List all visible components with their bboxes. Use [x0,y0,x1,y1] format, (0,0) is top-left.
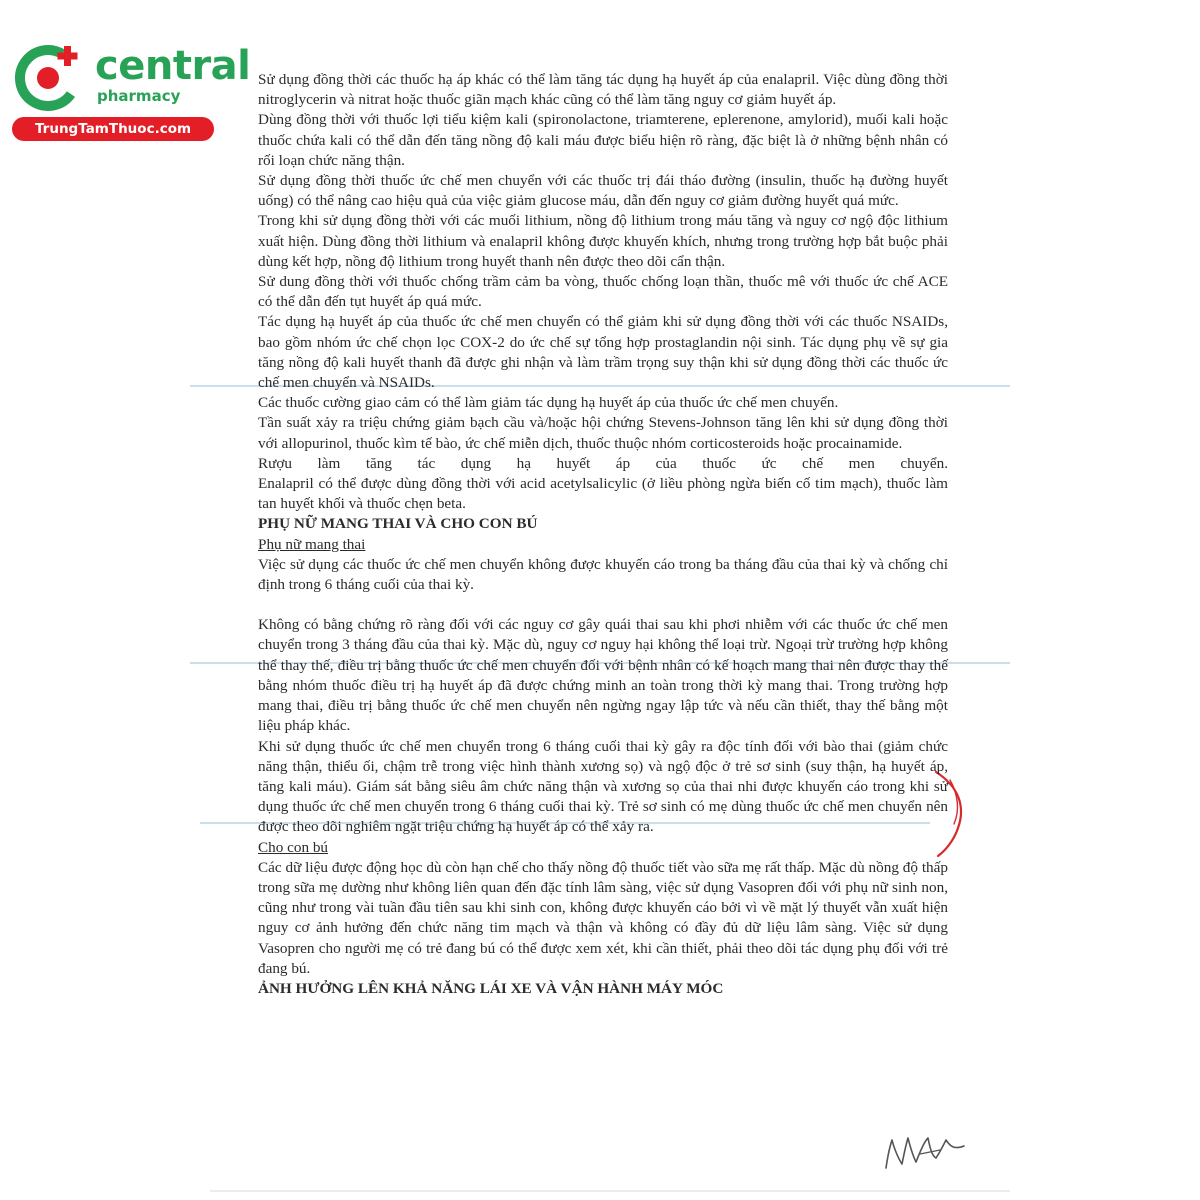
pharmacy-logo-icon [12,38,92,118]
paragraph-breastfeeding: Các dữ liệu được động học dù còn hạn chế cho thấy nồng độ thuốc tiết vào sữa mẹ rất thấp. Mặc dù nồng độ thấp trong sữa mẹ dường như không liên quan đến đặc tính lâm sàng, việc sử dụng Vasopren đối với phụ nữ sinh non, cũng như trong vài tuần đầu tiên sau khi sinh con, không được khuyến cáo bởi vì về mặt lý thuyết vẫn xuất hiện nguy cơ ảnh hưởng đến chức năng tim mạch và thận và không có đầy đủ dữ liệu lâm sàng. Việc sử dụng Vasopren cho người mẹ có trẻ đang bú có thể được xem xét, khi cần thiết, phải theo dõi tác dụng phụ đối với trẻ đang bú. [258,858,948,977]
paragraph-aspirin: Enalapril có thể được dùng đồng thời với acid acetylsalicylic (ở liều phòng ngừa biến cố tim mạch), thuốc làm tan huyết khối và thuốc chẹn beta. [258,475,948,513]
subheading-pregnant-women: Phụ nữ mang thai [258,535,366,553]
logo-brand-sub: pharmacy [97,87,181,105]
heading-pregnancy-breastfeeding: PHỤ NỮ MANG THAI VÀ CHO CON BÚ [258,515,538,533]
central-pharmacy-logo [8,34,251,144]
heading-driving-machinery: ẢNH HƯỞNG LÊN KHẢ NĂNG LÁI XE VÀ VẬN HÀNH MÁY MÓC [258,979,724,997]
document-body [258,70,948,999]
paragraph-nsaids: Tác dụng hạ huyết áp của thuốc ức chế men chuyển có thể giảm khi sử dụng đồng thời với các thuốc NSAIDs, bao gồm nhóm ức chế chọn lọc COX-2 do ức chế sự tổng hợp prostaglandin nội sinh. Tác dụng phụ về sự gia tăng nồng độ kali huyết thanh đã được ghi nhận và làm trầm trọng suy thận khi sử dụng đồng thời các thuốc ức chế men chuyển và NSAIDs. [258,313,948,392]
paragraph-stevens-johnson: Tần suất xảy ra triệu chứng giảm bạch cầu và/hoặc hội chứng Stevens-Johnson tăng lên khi sử dụng đồng thời với allopurinol, thuốc kìm tế bào, ức chế miễn dịch, thuốc thuộc nhóm corticosteroids hoặc procainamide. [258,414,948,452]
paragraph-antidiabetics: Sử dụng đồng thời thuốc ức chế men chuyển với các thuốc trị đái tháo đường (insulin, thuốc hạ đường huyết uống) có thể nâng cao hiệu quả của việc giảm glucose máu, dẫn đến nguy cơ giảm đường huyết quá mức. [258,172,948,210]
paragraph-lithium: Trong khi sử dụng đồng thời với các muối lithium, nồng độ lithium trong máu tăng và nguy cơ ngộ độc lithium xuất hiện. Dùng đồng thời lithium và enalapril không được khuyến khích, nhưng trong trường hợp bắt buộc phải dùng kết hợp, nồng độ lithium trong huyết thanh nên được theo dõi cẩn thận. [258,212,948,270]
paragraph-potassium-sparing: Dùng đồng thời với thuốc lợi tiểu kiệm kali (spironolactone, triamterene, eplerenone, amylorid), muối kali hoặc thuốc chứa kali có thể dẫn đến tăng nồng độ kali máu được biểu hiện rõ ràng, đặc biệt là ở những bệnh nhân có rối loạn chức năng thận. [258,111,948,169]
paragraph-pregnancy-1: Việc sử dụng các thuốc ức chế men chuyển không được khuyến cáo trong ba tháng đầu của thai kỳ và chống chỉ định trong 6 tháng cuối của thai kỳ. [258,555,948,594]
paragraph-antihypertensives: Sử dụng đồng thời các thuốc hạ áp khác có thể làm tăng tác dụng hạ huyết áp của enalapril. Việc dùng đồng thời nitroglycerin và nitrat hoặc thuốc giãn mạch khác cũng có thể làm tăng nguy cơ giảm huyết áp. [258,71,948,109]
logo-url-badge: TrungTamThuoc.com [12,117,214,141]
paragraph-gap [258,595,948,615]
paragraph-antidepressants: Sử dung đồng thời với thuốc chống trầm cảm ba vòng, thuốc chống loạn thần, thuốc mê với thuốc ức chế ACE có thể dẫn đến tụt huyết áp quá mức. [258,273,948,311]
paragraph-sympathomimetics: Các thuốc cường giao cảm có thể làm giảm tác dụng hạ huyết áp của thuốc ức chế men chuyển. [258,394,839,412]
paragraph-alcohol: Rượu làm tăng tác dụng hạ huyết áp của thuốc ức chế men chuyển. [258,454,948,472]
logo-brand-name: central [95,43,251,89]
bottom-rule [210,1190,1010,1192]
paragraph-pregnancy-3: Khi sử dụng thuốc ức chế men chuyển trong 6 tháng cuối thai kỳ gây ra độc tính đối với bào thai (giảm chức năng thận, thiểu ối, chậm trễ trong việc hình thành xương sọ) và ngộ độc ở trẻ sơ sinh (suy thận, hạ huyết áp, tăng kali máu). Giám sát bằng siêu âm chức năng thận và xương sọ của thai nhi được khuyến cáo trong khi sử dụng thuốc ức chế men chuyển trong 6 tháng cuối thai kỳ. Trẻ sơ sinh có mẹ dùng thuốc ức chế men chuyển nên được theo dõi nghiêm ngặt triệu chứng hạ huyết áp có thể xảy ra. [258,737,948,836]
paragraph-pregnancy-2: Không có bằng chứng rõ ràng đối với các nguy cơ gây quái thai sau khi phơi nhiễm với các thuốc ức chế men chuyển trong 3 tháng đầu của thai kỳ. Mặc dù, nguy cơ nguy hại không thể loại trừ. Ngoại trừ trường hợp không thể thay thế, điều trị bằng thuốc ức chế men chuyển đối với bệnh nhân có kế hoạch mang thai nên được thay thế bằng nhóm thuốc điều trị hạ huyết áp đã được chứng minh an toàn trong thời kỳ mang thai. Trong trường hợp mang thai, điều trị bằng thuốc ức chế men chuyển nên ngừng ngay lập tức và nếu cần thiết, thay thế bằng một liệu pháp khác. [258,616,948,735]
subheading-breastfeeding: Cho con bú [258,838,329,856]
handwritten-signature-icon [880,1128,970,1174]
